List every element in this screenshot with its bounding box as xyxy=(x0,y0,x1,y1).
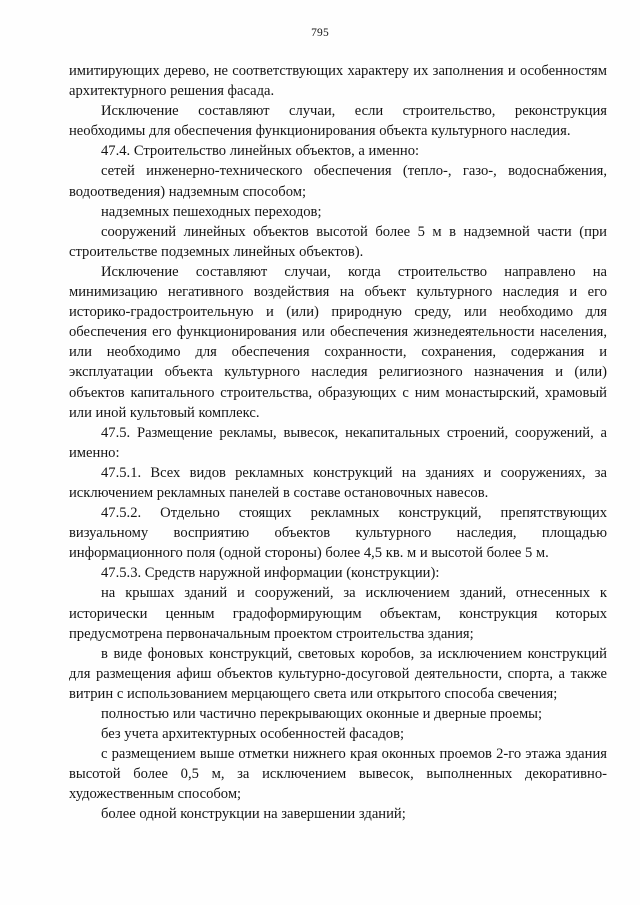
paragraph-section-47-4: 47.4. Строительство линейных объектов, а именно: xyxy=(101,143,420,160)
paragraph-pedestrian-crossings: надземных пешеходных переходов; xyxy=(101,203,322,220)
page-number: 795 xyxy=(311,27,329,39)
paragraph-building-top: более одной конструкции на завершении зданий; xyxy=(101,806,406,823)
paragraph-rooftop-structures: на крышах зданий и сооружений, за исключением зданий, отнесенных к исторически ценным градоформирующим объектам, конструкция которых предусмотрена первоначальным проектом строительства здания; xyxy=(69,585,607,642)
paragraph-section-47-5-1: 47.5.1. Всех видов рекламных конструкций на зданиях и сооружениях, за исключением рекламных панелей в составе остановочных навесов. xyxy=(69,464,607,501)
paragraph-section-47-5: 47.5. Размещение рекламы, вывесок, некапитальных строений, сооружений, а именно: xyxy=(69,424,607,461)
paragraph-covering-openings: полностью или частично перекрывающих оконные и дверные проемы; xyxy=(101,706,543,722)
paragraph-light-boxes: в виде фоновых конструкций, световых коробов, за исключением конструкций для размещения афиш объектов культурно-досуговой деятельности, спорта, а также витрин с использованием мерцающего света или открытого способа свечения; xyxy=(69,645,607,702)
paragraph-above-second-floor: с размещением выше отметки нижнего края оконных проемов 2-го этажа здания высотой более 0,5 м, за исключением вывесок, выполненных декоративно-художественным способом; xyxy=(69,746,607,803)
paragraph-exception-cultural-heritage: Исключение составляют случаи, когда строительство направлено на минимизацию негативного воздействия на объект культурного наследия и его историко-градостроительную и (или) природную среду, или необходимо для обеспечения его функционирования или обеспечения жизнедеятельности населения, или необходимо для обеспечения сохранности, сохранения, содержания и эксплуатации объекта культурного наследия религиозного назначения и (или) объектов капитального строительства, образующих с ним монастырский, храмовый или иной культовый комплекс. xyxy=(69,263,607,421)
paragraph-facade-features: без учета архитектурных особенностей фасадов; xyxy=(101,726,405,743)
paragraph-exception-reconstruction: Исключение составляют случаи, если строительство, реконструкция необходимы для обеспечения функционирования объекта культурного наследия. xyxy=(69,103,607,140)
paragraph-section-47-5-2: 47.5.2. Отдельно стоящих рекламных конструкций, препятствующих визуальному восприятию объектов культурного наследия, площадью информационного поля (одной стороны) более 4,5 кв. м и высотой более 5 м. xyxy=(69,505,607,562)
paragraph-section-47-5-3: 47.5.3. Средств наружной информации (конструкции): xyxy=(101,565,440,582)
paragraph-utility-networks: сетей инженерно-технического обеспечения (тепло-, газо-, водоснабжения, водоотведения) надземным способом; xyxy=(69,163,607,200)
document-body xyxy=(69,61,607,825)
paragraph-linear-structures: сооружений линейных объектов высотой более 5 м в надземной части (при строительстве подземных линейных объектов). xyxy=(69,223,607,260)
paragraph-continuation: имитирующих дерево, не соответствующих характеру их заполнения и особенностям архитектурного решения фасада. xyxy=(69,63,607,100)
